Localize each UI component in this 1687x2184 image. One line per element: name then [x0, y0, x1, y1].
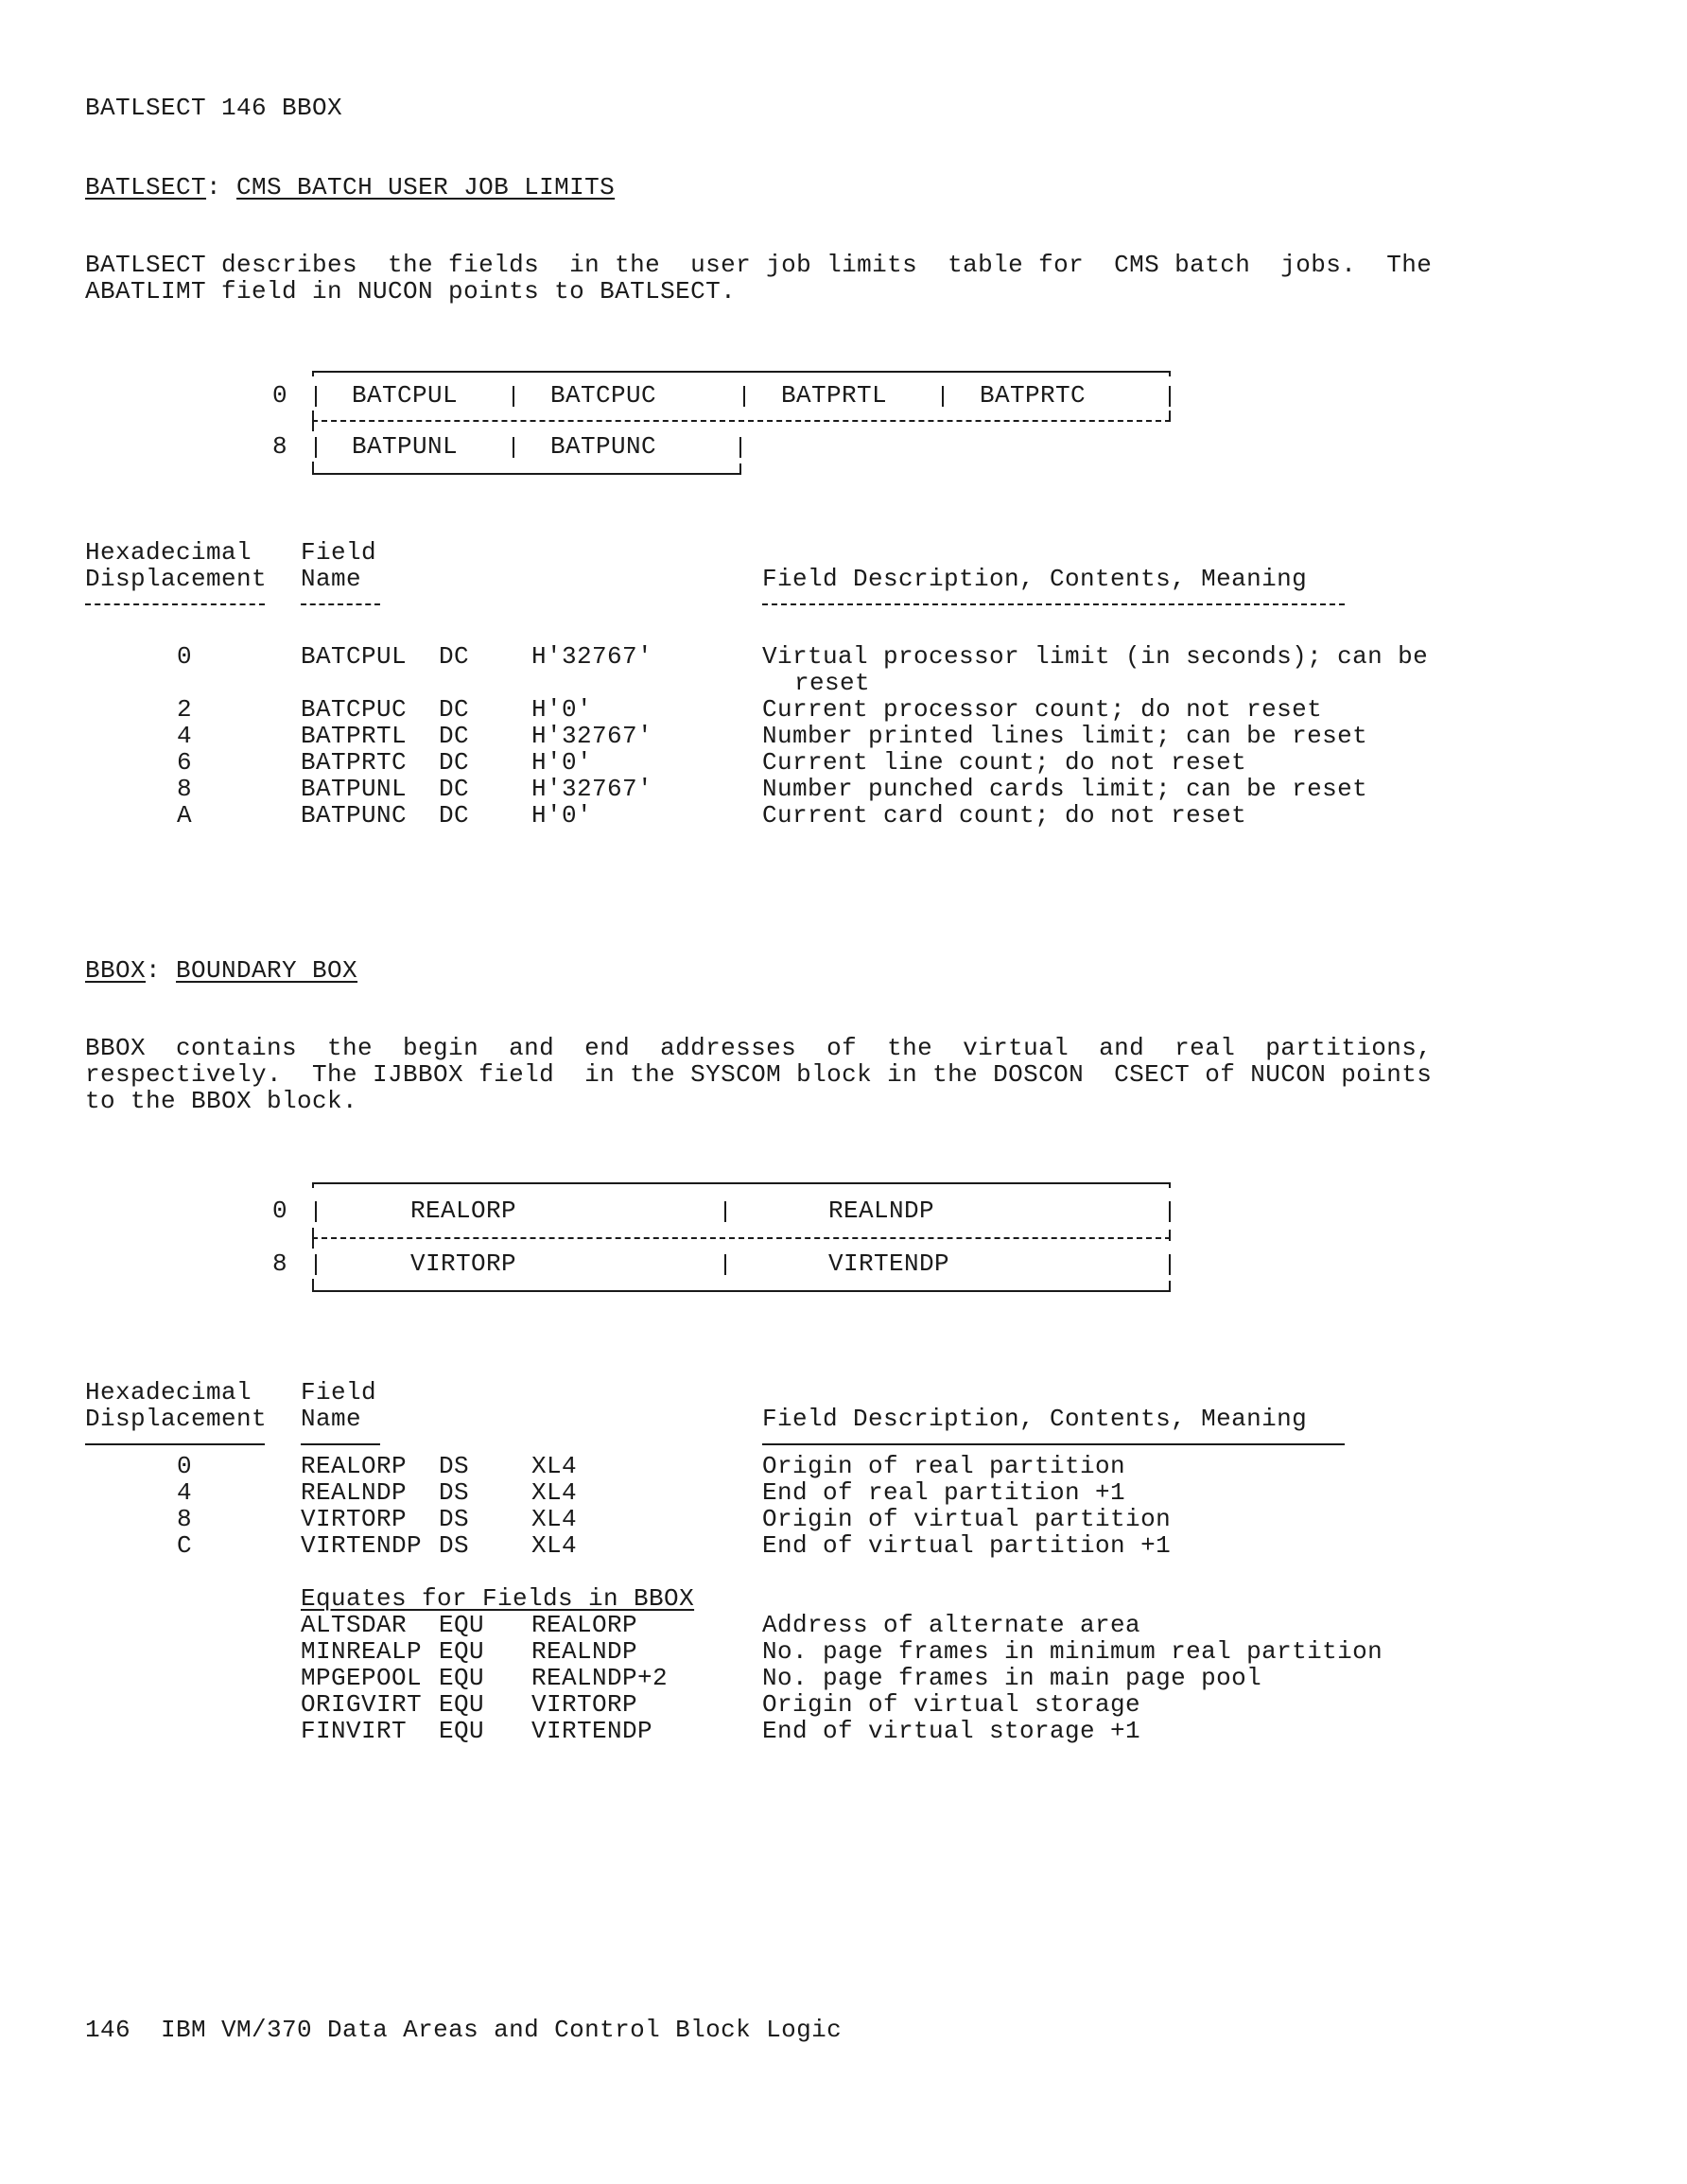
diagram-field: BATCPUC	[550, 381, 657, 410]
diagram-separator	[942, 386, 944, 407]
header-underline	[762, 1443, 1345, 1445]
equate-name: MINREALP	[301, 1637, 423, 1666]
page-footer	[85, 2017, 842, 2043]
row-displacement: 0	[176, 1452, 192, 1480]
equate-type: EQU	[439, 1717, 485, 1745]
diagram-offset: 0	[272, 381, 288, 410]
row-description: Origin of virtual partition	[762, 1505, 1172, 1533]
row-value: H'32767'	[531, 775, 653, 803]
row-type: DC	[439, 642, 470, 671]
equate-type: EQU	[439, 1637, 485, 1666]
diagram-top-border	[312, 371, 1171, 373]
column-header-field-name: Name	[301, 1405, 362, 1433]
diagram-field: REALNDP	[828, 1197, 935, 1225]
diagram-separator	[513, 386, 514, 407]
diagram-separator	[1169, 411, 1171, 422]
row-description: End of virtual partition +1	[762, 1531, 1172, 1560]
row-displacement: 6	[176, 748, 192, 777]
row-type: DS	[439, 1505, 470, 1533]
diagram-field: BATPUNL	[352, 432, 459, 461]
row-description: Virtual processor limit (in seconds); can be	[762, 642, 1429, 671]
intro-paragraph-line: ABATLIMT field in NUCON points to BATLSECT.	[85, 277, 737, 306]
row-displacement: 8	[176, 775, 192, 803]
diagram-field: BATPRTL	[781, 381, 888, 410]
page-number: 146	[85, 2016, 131, 2044]
intro-paragraph-line: respectively. The IJBBOX field in the SYSCOM block in the DOSCON CSECT of NUCON points	[85, 1060, 1433, 1089]
diagram-offset: 0	[272, 1197, 288, 1225]
row-field-name: BATCPUL	[301, 642, 408, 671]
equate-description: Origin of virtual storage	[762, 1690, 1141, 1719]
diagram-separator	[315, 437, 317, 458]
row-description: Number punched cards limit; can be reset	[762, 775, 1368, 803]
diagram-corner	[739, 463, 741, 475]
equate-value: REALNDP	[531, 1637, 638, 1666]
diagram-field: VIRTORP	[410, 1249, 517, 1278]
row-value: H'0'	[531, 695, 593, 724]
row-displacement: A	[176, 801, 192, 830]
section-title-rest: CMS BATCH USER JOB LIMITS	[236, 173, 616, 201]
diagram-separator	[743, 386, 745, 407]
diagram-row-divider	[312, 420, 1171, 422]
row-value: XL4	[531, 1531, 578, 1560]
row-type: DC	[439, 801, 470, 830]
row-displacement: 8	[176, 1505, 192, 1533]
diagram-separator	[1169, 386, 1171, 407]
diagram-field: BATCPUL	[352, 381, 459, 410]
diagram-separator	[724, 1201, 726, 1222]
row-description: Current processor count; do not reset	[762, 695, 1323, 724]
header-underline	[301, 603, 380, 605]
column-header-displacement: Displacement	[85, 565, 268, 593]
header-underline	[85, 603, 265, 605]
diagram-separator	[1169, 1201, 1171, 1222]
running-header: BATLSECT 146 BBOX	[85, 94, 343, 122]
diagram-separator	[1169, 1254, 1171, 1275]
equate-name: MPGEPOOL	[301, 1664, 423, 1692]
diagram-separator	[513, 437, 514, 458]
diagram-corner	[1169, 1182, 1171, 1188]
row-description: Current card count; do not reset	[762, 801, 1247, 830]
equate-type: EQU	[439, 1664, 485, 1692]
diagram-offset: 8	[272, 1249, 288, 1278]
row-field-name: BATPUNC	[301, 801, 408, 830]
diagram-top-border	[312, 1182, 1171, 1184]
row-type: DS	[439, 1452, 470, 1480]
row-field-name: VIRTENDP	[301, 1531, 423, 1560]
diagram-corner	[312, 1182, 314, 1188]
section-title-name: BATLSECT	[85, 173, 207, 201]
row-field-name: BATPUNL	[301, 775, 408, 803]
equate-description: Address of alternate area	[762, 1611, 1141, 1639]
diagram-field: BATPUNC	[550, 432, 657, 461]
section-title-rest: BOUNDARY BOX	[176, 956, 358, 985]
row-type: DS	[439, 1531, 470, 1560]
diagram-offset: 8	[272, 432, 288, 461]
diagram-separator	[315, 1201, 317, 1222]
equate-value: VIRTENDP	[531, 1717, 653, 1745]
row-displacement: 2	[176, 695, 192, 724]
diagram-corner	[1169, 371, 1171, 376]
row-value: XL4	[531, 1452, 578, 1480]
equates-title	[301, 1585, 694, 1612]
row-displacement: 0	[176, 642, 192, 671]
column-header-description: Field Description, Contents, Meaning	[762, 565, 1308, 593]
diagram-corner	[312, 371, 314, 376]
row-value: H'32767'	[531, 642, 653, 671]
diagram-separator	[315, 386, 317, 407]
diagram-field: VIRTENDP	[828, 1249, 950, 1278]
row-value: H'0'	[531, 748, 593, 777]
equate-description: End of virtual storage +1	[762, 1717, 1141, 1745]
row-field-name: VIRTORP	[301, 1505, 408, 1533]
row-value: H'32767'	[531, 722, 653, 750]
intro-paragraph-line: to the BBOX block.	[85, 1087, 358, 1115]
equate-value: REALNDP+2	[531, 1664, 669, 1692]
diagram-corner	[1169, 1281, 1171, 1292]
column-header-field-name: Field	[301, 1378, 377, 1406]
row-description: Number printed lines limit; can be reset	[762, 722, 1368, 750]
column-header-displacement: Displacement	[85, 1405, 268, 1433]
diagram-field: BATPRTC	[980, 381, 1087, 410]
row-type: DS	[439, 1478, 470, 1507]
equate-name: ORIGVIRT	[301, 1690, 423, 1719]
row-field-name: BATPRTC	[301, 748, 408, 777]
row-field-name: BATPRTL	[301, 722, 408, 750]
section-title-name: BBOX	[85, 956, 147, 985]
intro-paragraph-line: BATLSECT describes the fields in the user job limits table for CMS batch jobs. The	[85, 251, 1433, 279]
row-type: DC	[439, 695, 470, 724]
column-header-displacement: Hexadecimal	[85, 538, 252, 567]
diagram-bottom-border	[312, 1290, 1171, 1292]
row-value: XL4	[531, 1505, 578, 1533]
equate-description: No. page frames in main page pool	[762, 1664, 1262, 1692]
row-displacement: C	[176, 1531, 192, 1560]
diagram-separator	[315, 1254, 317, 1275]
column-header-field-name: Name	[301, 565, 362, 593]
equate-value: REALORP	[531, 1611, 638, 1639]
column-header-description: Field Description, Contents, Meaning	[762, 1405, 1308, 1433]
row-type: DC	[439, 722, 470, 750]
diagram-bottom-border	[312, 473, 741, 475]
row-description-continued: reset	[794, 669, 871, 697]
diagram-separator	[1169, 1230, 1171, 1241]
section-title-batlsect: BATLSECT: CMS BATCH USER JOB LIMITS	[85, 173, 616, 201]
header-underline	[301, 1443, 380, 1445]
row-type: DC	[439, 748, 470, 777]
row-displacement: 4	[176, 722, 192, 750]
section-title-bbox: BBOX: BOUNDARY BOX	[85, 956, 358, 985]
row-type: DC	[439, 775, 470, 803]
row-displacement: 4	[176, 1478, 192, 1507]
row-value: H'0'	[531, 801, 593, 830]
row-field-name: BATCPUC	[301, 695, 408, 724]
equate-name: ALTSDAR	[301, 1611, 408, 1639]
diagram-row-divider	[312, 1237, 1171, 1239]
equate-name: FINVIRT	[301, 1717, 408, 1745]
diagram-field: REALORP	[410, 1197, 517, 1225]
diagram-separator	[724, 1254, 726, 1275]
row-description: End of real partition +1	[762, 1478, 1126, 1507]
footer-title: IBM VM/370 Data Areas and Control Block Logic	[161, 2016, 843, 2044]
row-field-name: REALNDP	[301, 1478, 408, 1507]
diagram-separator	[739, 437, 741, 458]
row-description: Current line count; do not reset	[762, 748, 1247, 777]
row-description: Origin of real partition	[762, 1452, 1126, 1480]
equate-description: No. page frames in minimum real partition	[762, 1637, 1383, 1666]
header-underline	[762, 603, 1345, 605]
equate-value: VIRTORP	[531, 1690, 638, 1719]
equate-type: EQU	[439, 1690, 485, 1719]
header-underline	[85, 1443, 265, 1445]
equate-type: EQU	[439, 1611, 485, 1639]
intro-paragraph-line: BBOX contains the begin and end addresses of the virtual and real partitions,	[85, 1034, 1433, 1062]
equates-title-text: Equates for Fields in BBOX	[301, 1584, 695, 1613]
row-value: XL4	[531, 1478, 578, 1507]
row-field-name: REALORP	[301, 1452, 408, 1480]
column-header-displacement: Hexadecimal	[85, 1378, 252, 1406]
column-header-field-name: Field	[301, 538, 377, 567]
